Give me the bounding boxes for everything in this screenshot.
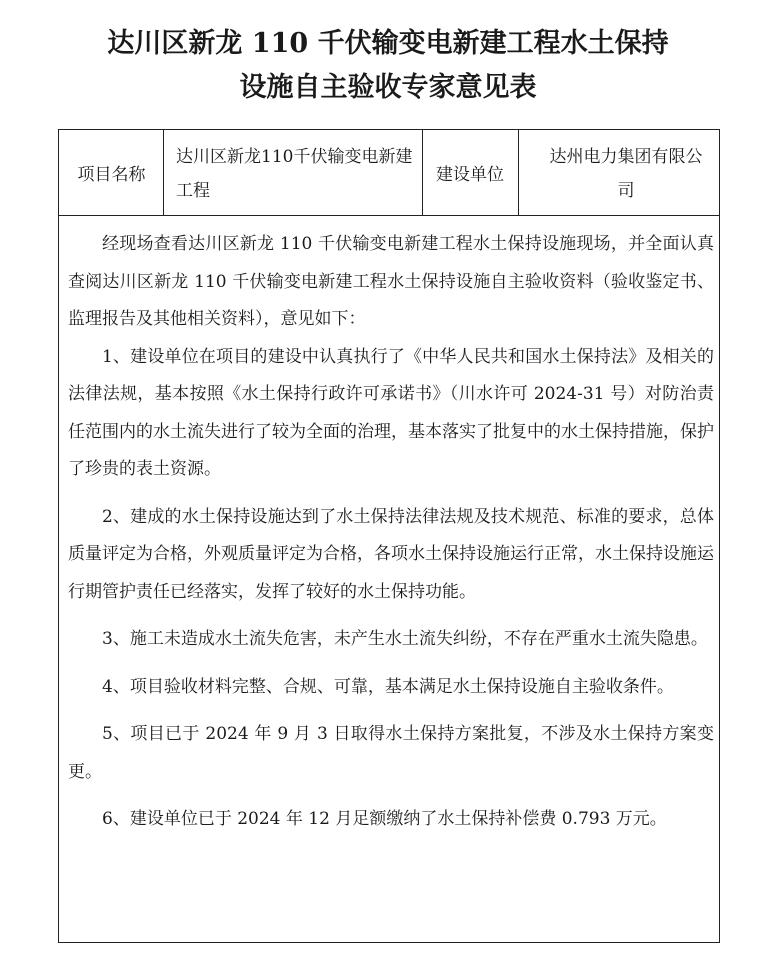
document-title-line-1: 达川区新龙 110 千伏输变电新建工程水土保持 [107,28,669,59]
opinion-body [68,226,714,839]
project-name-label: 项目名称 [77,164,146,185]
document-title-line-2: 设施自主验收专家意见表 [239,72,537,103]
opinion-item-4: 4、项目验收材料完整、合规、可靠，基本满足水土保持设施自主验收条件。 [102,676,674,697]
construction-unit-value-line-2: 司 [617,181,635,201]
opinion-item-1: 1、建设单位在项目的建设中认真执行了《中华人民共和国水土保持法》及相关的法律法规，基本按照《水土保持行政许可承诺书》（川水许可 2024-31 号）对防治责任范围内的水土流失进行了较为全面的治理，基本落实了批复中的水土保持措施，保护了珍贵的表土资源。 [68,346,714,479]
opinion-intro: 经现场查看达川区新龙 110 千伏输变电新建工程水土保持设施现场，并全面认真查阅达川区新龙 110 千伏输变电新建工程水土保持设施自主验收资料（验收鉴定书、监理报告及其他相关资料），意见如下： [68,234,714,329]
construction-unit-value [537,140,715,208]
opinion-item-2: 2、建成的水土保持设施达到了水土保持法律法规及技术规范、标准的要求，总体质量评定为合格，外观质量评定为合格，各项水土保持设施运行正常，水土保持设施运行期管护责任已经落实，发挥了较好的水土保持功能。 [68,506,714,602]
opinion-item-3: 3、施工未造成水土流失危害，未产生水土流失纠纷，不存在严重水土流失隐患。 [102,629,708,649]
construction-unit-value-line-1: 达州电力集团有限公 [549,147,703,167]
opinion-item-6: 6、建设单位已于 2024 年 12 月足额缴纳了水土保持补偿费 0.793 万元。 [102,809,667,829]
table-column-divider [518,129,519,215]
table-column-divider [163,129,164,215]
opinion-item-5: 5、项目已于 2024 年 9 月 3 日取得水土保持方案批复，不涉及水土保持方案变更。 [68,724,714,782]
construction-unit-label: 建设单位 [436,164,504,185]
table-row-divider [58,215,720,216]
project-name-value: 达川区新龙110千伏输变电新建工程 [176,147,413,201]
